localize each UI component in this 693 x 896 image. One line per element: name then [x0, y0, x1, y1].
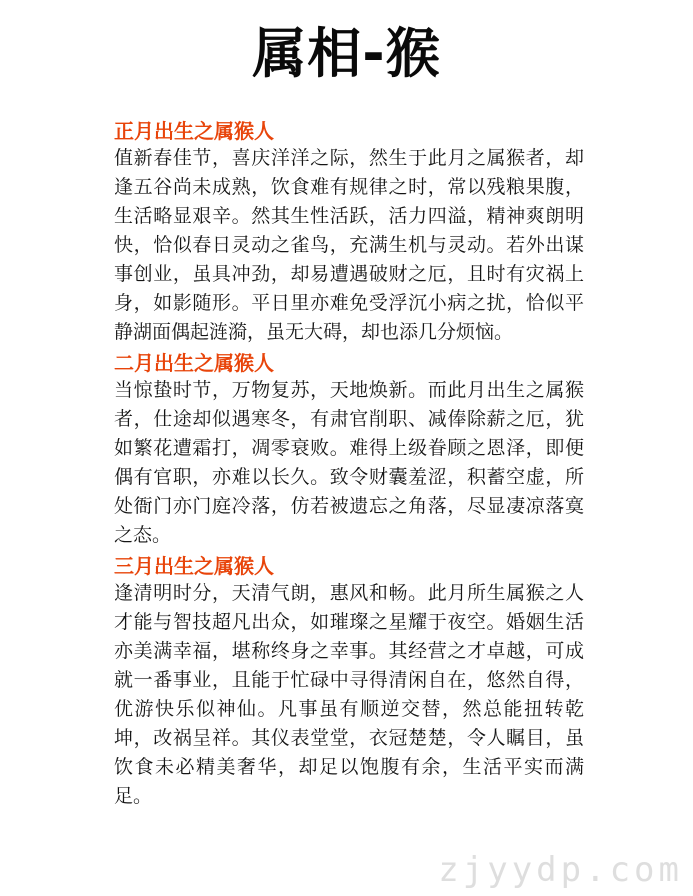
section-third-month: [114, 553, 584, 811]
page-title: 属相-猴: [252, 22, 441, 85]
section-body: 当惊蛰时节，万物复苏，天地焕新。而此月出生之属猴者，仕途却似遇寒冬，有肃官削职、减俸除薪之厄，犹如繁花遭霜打，凋零衰败。难得上级眷顾之恩泽，即便偶有官职，亦难以长久。致令财囊羞涩，积蓄空虚，所处衙门亦门庭冷落，仿若被遗忘之角落，尽显凄凉落寞之态。: [114, 379, 584, 546]
section-heading: 正月出生之属猴人: [114, 119, 274, 143]
section-heading: 二月出生之属猴人: [114, 351, 274, 375]
section-heading: 三月出生之属猴人: [114, 554, 274, 578]
section-second-month: [114, 350, 584, 550]
article-content: [114, 118, 584, 814]
section-body: 逢清明时分，天清气朗，惠风和畅。此月所生属猴之人才能与智技超凡出众，如璀璨之星耀于夜空。婚姻生活亦美满幸福，堪称终身之幸事。其经营之才卓越，可成就一番事业，且能于忙碌中寻得清闲自在，悠然自得，优游快乐似神仙。凡事虽有顺逆交替，然总能扭转乾坤，改祸呈祥。其仪表堂堂，衣冠楚楚，令人瞩目，虽饮食未必精美奢华，却足以饱腹有余，生活平实而满足。: [114, 582, 584, 807]
watermark: zjyydp.com: [438, 850, 683, 890]
section-first-month: [114, 118, 584, 347]
section-body: 值新春佳节，喜庆洋洋之际，然生于此月之属猴者，却逢五谷尚未成熟，饮食难有规律之时，常以残粮果腹，生活略显艰辛。然其生性活跃，活力四溢，精神爽朗明快，恰似春日灵动之雀鸟，充满生机与灵动。若外出谋事创业，虽具冲劲，却易遭遇破财之厄，且时有灾祸上身，如影随形。平日里亦难免受浮沉小病之扰，恰似平静湖面偶起涟漪，虽无大碍，却也添几分烦恼。: [114, 147, 584, 343]
